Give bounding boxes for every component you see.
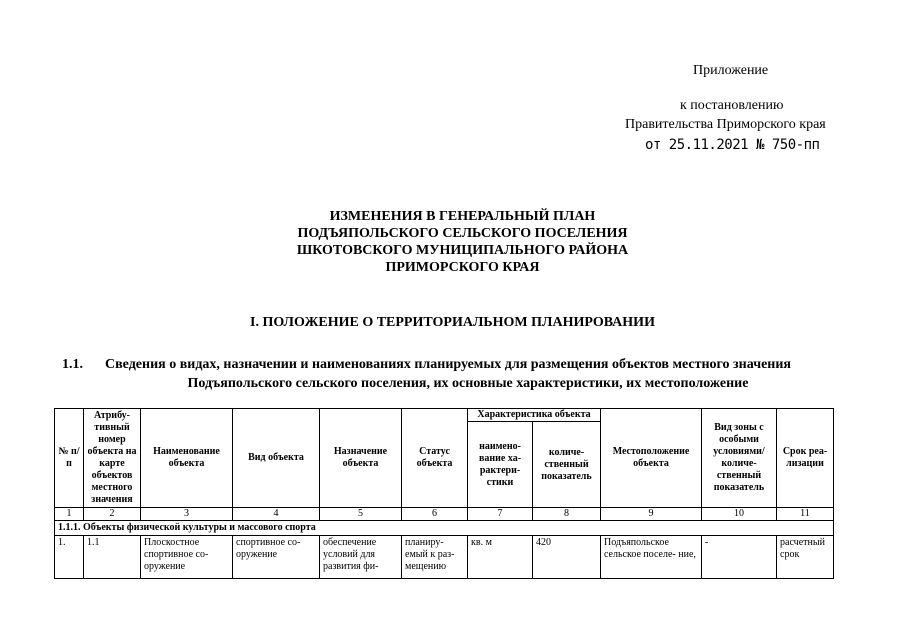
column-number: 7 xyxy=(468,508,533,521)
column-number: 8 xyxy=(533,508,601,521)
header-char-group: Характеристика объекта xyxy=(468,409,601,422)
column-number: 3 xyxy=(141,508,233,521)
cell-zone: - xyxy=(702,536,777,579)
header-num: № п/п xyxy=(55,409,84,508)
cell-purpose: обеспечение условий для развития фи- xyxy=(320,536,402,579)
cell-deadline: расчетный срок xyxy=(777,536,834,579)
column-number: 10 xyxy=(702,508,777,521)
header-char-value: количе- ственный показатель xyxy=(533,422,601,508)
column-number: 2 xyxy=(84,508,141,521)
header-zone: Вид зоны с особыми условиями/ количе- ственный показатель xyxy=(702,409,777,508)
column-number: 5 xyxy=(320,508,402,521)
header-deadline: Срок реа- лизации xyxy=(777,409,834,508)
cell-type: спортивное со- оружение xyxy=(233,536,320,579)
title-line-3: ШКОТОВСКОГО МУНИЦИПАЛЬНОГО РАЙОНА xyxy=(296,243,629,258)
decree-date: от 25.11.2021 № 750-пп xyxy=(645,137,820,153)
document-title xyxy=(0,208,905,276)
appendix-label: Приложение xyxy=(693,63,769,78)
category-label: 1.1.1. Объекты физической культуры и массового спорта xyxy=(55,521,834,536)
objects-table xyxy=(54,408,834,579)
subsection-number: 1.1. xyxy=(62,357,83,372)
cell-char-name: кв. м xyxy=(468,536,533,579)
header-char-name: наимено- вание ха- рактери- стики xyxy=(468,422,533,508)
subsection-heading-cont: Подъяпольского сельского поселения, их основные характеристики, их местоположение xyxy=(187,376,749,391)
decree-reference: к постановлению xyxy=(680,98,784,113)
category-row xyxy=(55,521,834,536)
header-attr: Атрибу- тивный номер объекта на карте объектов местного значения xyxy=(84,409,141,508)
title-line-1: ИЗМЕНЕНИЯ В ГЕНЕРАЛЬНЫЙ ПЛАН xyxy=(329,209,596,224)
cell-char-value: 420 xyxy=(533,536,601,579)
cell-num: 1. xyxy=(55,536,84,579)
header-type: Вид объекта xyxy=(233,409,320,508)
cell-status: планиру- емый к раз- мещению xyxy=(402,536,468,579)
column-number: 9 xyxy=(601,508,702,521)
decree-issuer: Правительства Приморского края xyxy=(625,117,826,132)
cell-name: Плоскостное спортивное со- оружение xyxy=(141,536,233,579)
title-line-4: ПРИМОРСКОГО КРАЯ xyxy=(385,260,540,275)
title-line-2: ПОДЪЯПОЛЬСКОГО СЕЛЬСКОГО ПОСЕЛЕНИЯ xyxy=(297,226,628,241)
section-heading: I. ПОЛОЖЕНИЕ О ТЕРРИТОРИАЛЬНОМ ПЛАНИРОВАНИИ xyxy=(250,315,655,330)
column-numbers-row xyxy=(55,508,834,521)
header-purpose: Назначение объекта xyxy=(320,409,402,508)
column-number: 1 xyxy=(55,508,84,521)
header-name: Наименование объекта xyxy=(141,409,233,508)
table-header-row xyxy=(55,409,834,422)
table-row xyxy=(55,536,834,579)
subsection-heading: Сведения о видах, назначении и наименованиях планируемых для размещения объектов местного значения xyxy=(105,357,792,372)
header-status: Статус объекта xyxy=(402,409,468,508)
column-number: 4 xyxy=(233,508,320,521)
column-number: 6 xyxy=(402,508,468,521)
column-number: 11 xyxy=(777,508,834,521)
header-location: Местоположение объекта xyxy=(601,409,702,508)
cell-location: Подъяпольское сельское поселе- ние, xyxy=(601,536,702,579)
cell-attr: 1.1 xyxy=(84,536,141,579)
